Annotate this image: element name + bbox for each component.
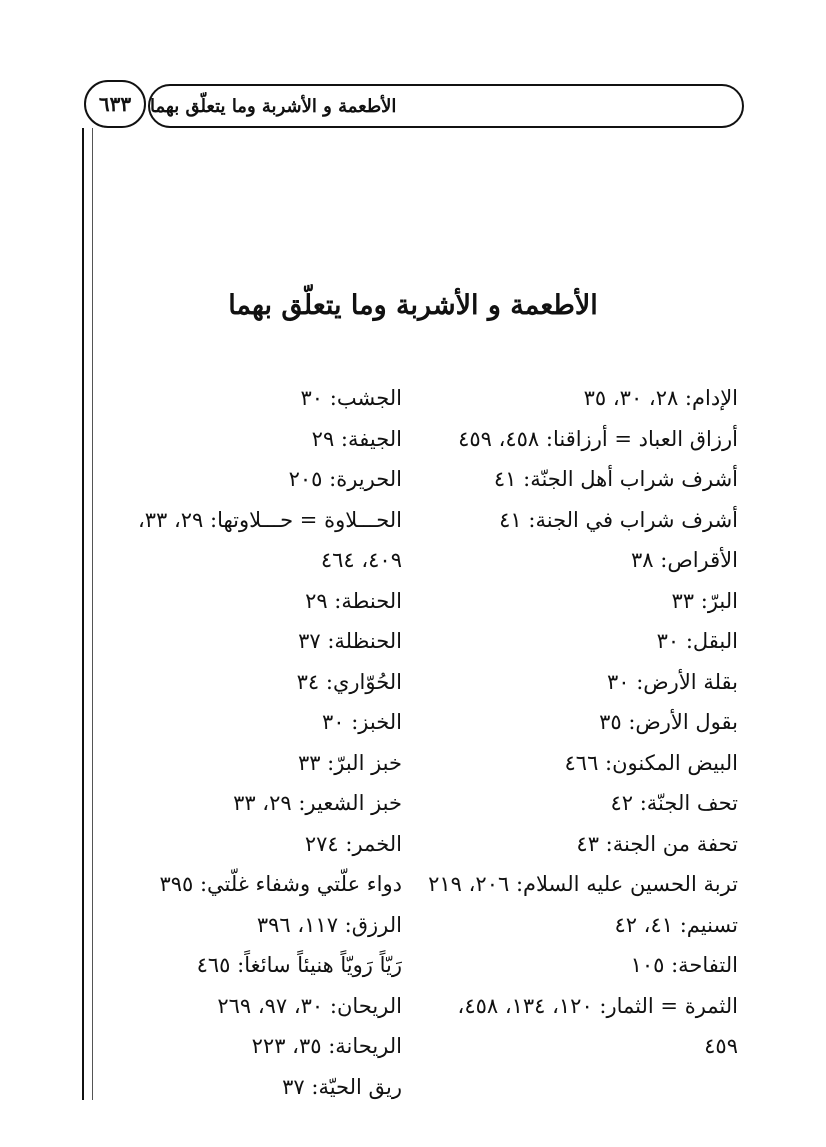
- index-entry: تحفة من الجنة: ٤٣: [576, 831, 738, 856]
- index-entry: ريق الحيّة: ٣٧: [282, 1074, 402, 1099]
- index-entry: رَيّاً رَويّاً هنيئاً سائغاً: ٤٦٥: [196, 953, 402, 977]
- running-header: [148, 84, 744, 128]
- index-entry: ٤٠٩، ٤٦٤: [320, 548, 402, 572]
- index-entry: الحنظلة: ٣٧: [298, 629, 402, 653]
- index-entry: خبز الشعير: ٢٩، ٣٣: [233, 791, 402, 815]
- index-entry: الحـــلاوة = حـــلاوتها: ٢٩، ٣٣،: [137, 507, 402, 532]
- index-entry: تسنيم: ٤١، ٤٢: [614, 912, 738, 937]
- index-entry: الريحانة: ٣٥، ٢٢٣: [251, 1034, 402, 1058]
- index-entry: الرزق: ١١٧، ٣٩٦: [256, 912, 402, 937]
- index-entry: الحنطة: ٢٩: [305, 588, 402, 613]
- index-entry: أشرف شراب أهل الجنّة: ٤١: [493, 467, 738, 491]
- index-entry: الحُوّاري: ٣٤: [296, 669, 402, 694]
- index-entry: البرّ: ٣٣: [671, 588, 738, 613]
- index-entry: بقلة الأرض: ٣٠: [606, 669, 738, 694]
- index-entry: تحف الجنّة: ٤٢: [610, 791, 738, 815]
- index-entry: الريحان: ٣٠، ٩٧، ٢٦٩: [217, 993, 402, 1018]
- page-number: ٦٣٣: [84, 80, 146, 128]
- index-entry: الثمرة = الثمار: ١٢٠، ١٣٤، ٤٥٨،: [457, 993, 738, 1018]
- index-entry: التفاحة: ١٠٥: [630, 953, 738, 977]
- index-entry: البيض المكنون: ٤٦٦: [564, 750, 738, 775]
- index-column-right: [408, 378, 738, 1067]
- index-entry: البقل: ٣٠: [656, 629, 738, 653]
- index-entry: بقول الأرض: ٣٥: [599, 710, 738, 734]
- index-entry: الأقراص: ٣٨: [631, 548, 738, 572]
- index-entry: ٤٥٩: [704, 1034, 738, 1058]
- index-entry: الإدام: ٢٨، ٣٠، ٣٥: [583, 386, 738, 410]
- running-title: الأطعمة و الأشربة وما يتعلّق بهما: [150, 95, 397, 117]
- index-entry: خبز البرّ: ٣٣: [297, 750, 402, 775]
- index-entry: أشرف شراب في الجنة: ٤١: [499, 507, 738, 532]
- index-column-left: [82, 378, 402, 1107]
- index-entry: الخبز: ٣٠: [321, 710, 402, 734]
- section-title: الأطعمة و الأشربة وما يتعلّق بهما: [228, 290, 598, 321]
- index-entry: الجيفة: ٢٩: [311, 426, 402, 451]
- index-entry: أرزاق العباد = أرزاقنا: ٤٥٨، ٤٥٩: [458, 426, 738, 451]
- index-entry: دواء علّتي وشفاء غلّتي: ٣٩٥: [159, 872, 402, 896]
- index-entry: تربة الحسين عليه السلام: ٢٠٦، ٢١٩: [428, 872, 738, 896]
- index-entry: الحريرة: ٢٠٥: [288, 467, 402, 491]
- index-entry: الجشب: ٣٠: [300, 386, 402, 410]
- index-entry: الخمر: ٢٧٤: [304, 831, 402, 856]
